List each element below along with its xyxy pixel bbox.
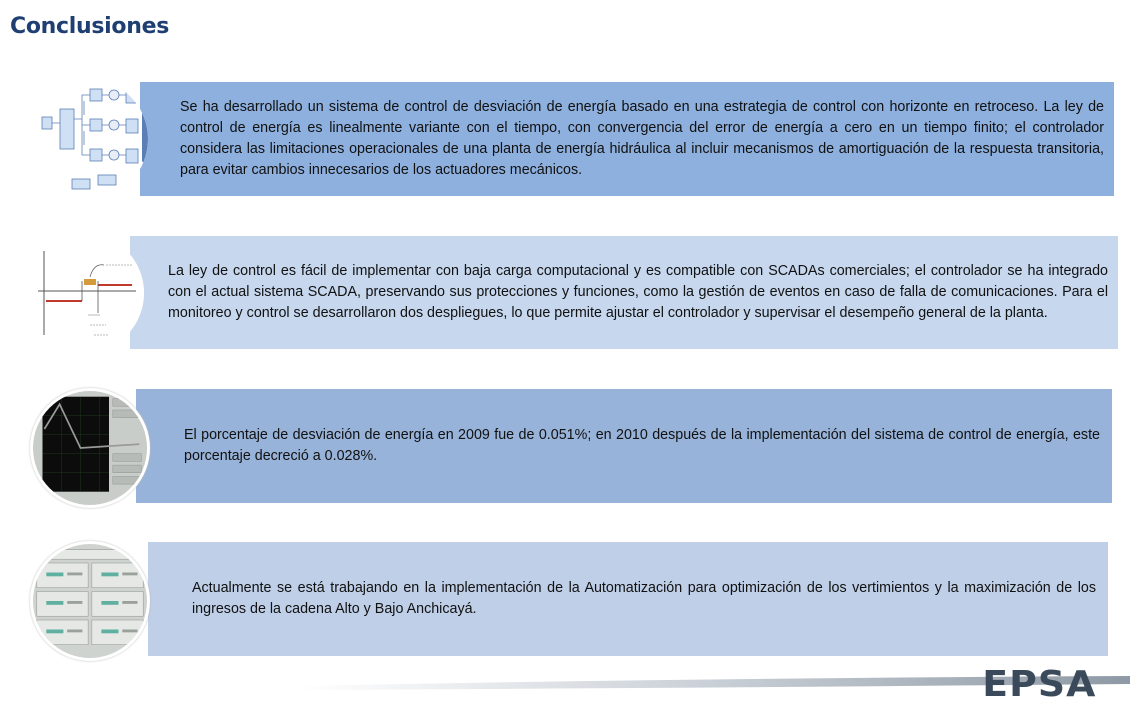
control-law-graph-icon	[24, 233, 144, 353]
conclusion-text-1: Se ha desarrollado un sistema de control de desviación de energía basado en una estrategia de control con horizonte en retroceso. La ley de control de energía es linealmente variante con el tiempo, con convergencia del error de energía a cero en un tiempo finito; el controlador considera las limitaciones operacionales de una planta de energía hidráulica al incluir mecanismos de amortiguación de la respuesta transitoria, para evitar cambios innecesarios de los actuadores mecánicos.	[180, 99, 1104, 178]
monitor-trend-icon	[30, 388, 150, 508]
conclusion-text-3: El porcentaje de desviación de energía en 2009 fue de 0.051%; en 2010 después de la implementación del sistema de control de energía, este porcentaje decreció a 0.028%.	[184, 427, 1100, 464]
conclusion-text-2: La ley de control es fácil de implementar con baja carga computacional y es compatible con SCADAs comerciales; el controlador se ha integrado con el actual sistema SCADA, preservando sus protecciones y funciones, como la gestión de eventos en caso de falla de comunicaciones. Para el monitoreo y control se desarrollaron dos despliegues, lo que permite ajustar el controlador y supervisar el desempeño general de la planta.	[168, 263, 1108, 321]
scada-screen-icon	[30, 541, 150, 661]
conclusion-text-4: Actualmente se está trabajando en la implementación de la Automatización para optimización de los vertimientos y la maximización de los ingresos de la cadena Alto y Bajo Anchicayá.	[192, 580, 1096, 617]
block-diagram-icon	[28, 79, 148, 199]
conclusion-banner-2	[130, 236, 1118, 349]
epsa-logo: EPSA	[982, 664, 1097, 705]
slide-title: Conclusiones	[10, 14, 169, 39]
conclusion-banner-1	[140, 82, 1114, 196]
conclusion-banner-3	[136, 389, 1112, 503]
conclusion-banner-4	[148, 542, 1108, 656]
